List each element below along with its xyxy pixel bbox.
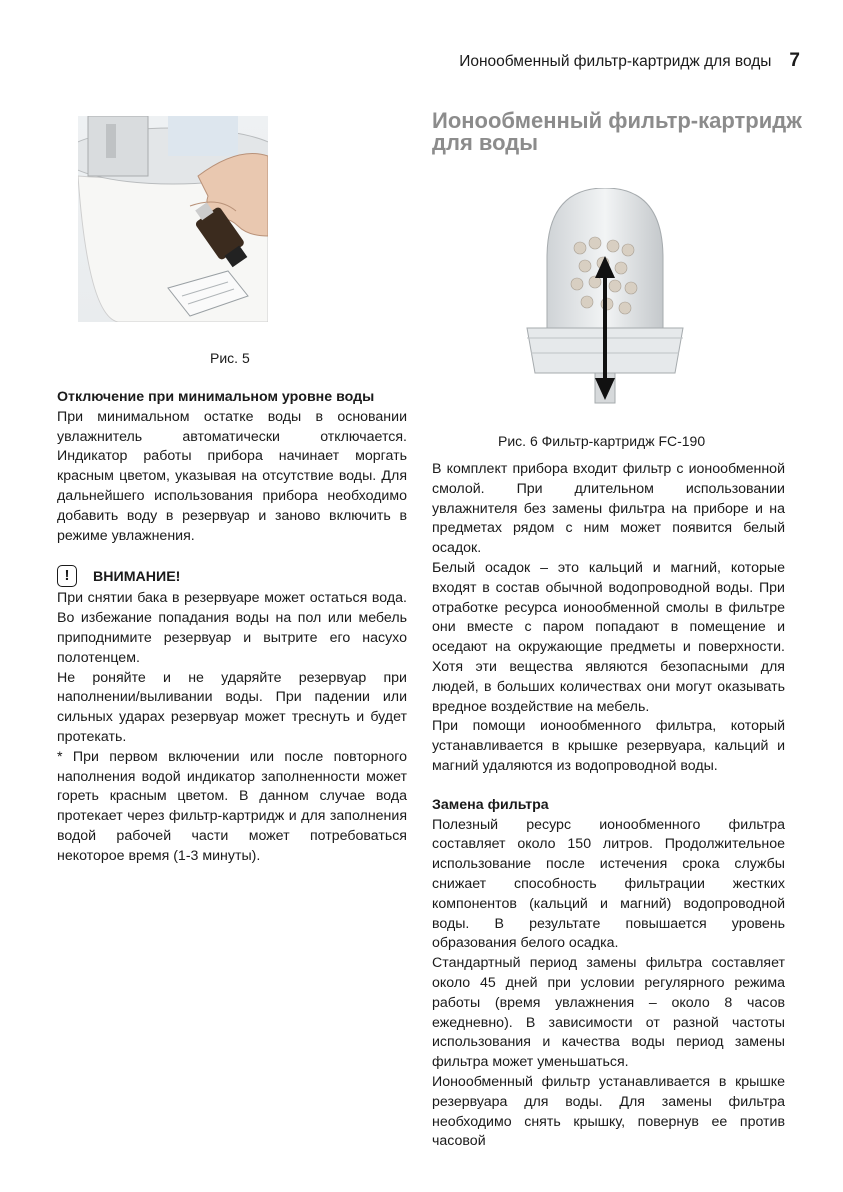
filter-resource-paragraph: Полезный ресурс ионообменного фильтра составляет около 150 литров. Продолжительное использование после истечения срока службы снижает способность фильтрации жестких компонентов (кальций и магний) водопроводной воды. В результате повышается уровень образования белого осадка. xyxy=(432,816,785,952)
filter-intro-paragraph: В комплект прибора входит фильтр с ионообменной смолой. При длительном использовании увлажнителя без замены фильтра на приборе и на предметах рядом с ним может появится белый осадок. xyxy=(432,461,785,557)
replace-filter-heading: Замена фильтра xyxy=(432,796,549,813)
figure-6-caption: Рис. 6 Фильтр-картридж FC-190 xyxy=(498,433,706,449)
filter-install-paragraph: Ионообменный фильтр устанавливается в крышке резервуара для воды. Для замены фильтра необходимо снять крышку, повернув ее против часовой xyxy=(432,1073,785,1150)
filter-cartridge-illustration xyxy=(525,188,685,418)
white-deposit-paragraph: Белый осадок – это кальций и магний, которые входят в состав обычной водопроводной воды. При отработке ресурса ионообменной смолы в фильтре они вместе с паром попадают в помещение и оседают на окружающие предметы и поверхности. Хотя эти вещества являются безопасными для людей, в больших количествах они могут оказывать вредное воздействие на мебель. xyxy=(432,559,785,715)
figure-5-photo xyxy=(78,116,268,322)
running-title: Ионообменный фильтр-картридж для воды xyxy=(459,53,772,70)
running-header xyxy=(440,50,800,72)
replacement-period-paragraph: Стандартный период замены фильтра составляет около 45 дней при условии регулярного режима работы (время увлажнения – около 8 часов ежедневно). В зависимости от разной частоты использования и качества воды период замены фильтра может уменьшаться. xyxy=(432,955,785,1071)
section-title: Ионообменный фильтр-картридж для воды xyxy=(432,108,802,155)
warning-icon: ! xyxy=(57,565,77,587)
humidifier-drops-illustration xyxy=(78,116,268,322)
warning-title: ВНИМАНИЕ! xyxy=(93,568,181,585)
left-column xyxy=(57,388,407,867)
figure-6-photo xyxy=(525,188,685,418)
shutoff-heading: Отключение при минимальном уровне воды xyxy=(57,389,375,405)
shutoff-paragraph: При минимальном остатке воды в основании увлажнитель автоматически отключается. Индикатор работы прибора начинает моргать красным цветом, указывая на отсутствие воды. Для дальнейшего использования прибора необходимо добавить воду в резервуар и заново включить в режиме увлажнения. xyxy=(57,408,407,544)
page-number: 7 xyxy=(789,50,800,71)
right-column xyxy=(432,460,785,1152)
warning-block xyxy=(57,565,407,587)
warning-paragraph-2: Не роняйте и не ударяйте резервуар при наполнении/выливании воды. При падении или сильных ударах резервуар может треснуть и будет протекать. xyxy=(57,669,407,745)
filter-function-paragraph: При помощи ионообменного фильтра, который устанавливается в крышке резервуара, кальций и магний удаляются из водопроводной воды. xyxy=(432,718,785,774)
warning-paragraph-1: При снятии бака в резервуаре может остаться вода. Во избежание попадания воды на пол или мебель приподнимите резервуар и вытрите его насухо полотенцем. xyxy=(57,590,407,666)
figure-5-caption: Рис. 5 xyxy=(210,350,250,366)
warning-paragraph-3: * При первом включении или после повторного наполнения водой индикатор заполненности может гореть красным цветом. В данном случае вода протекает через фильтр-картридж и для заполнения водой рабочей части может потребоваться некоторое время (1-3 минуты). xyxy=(57,748,407,864)
